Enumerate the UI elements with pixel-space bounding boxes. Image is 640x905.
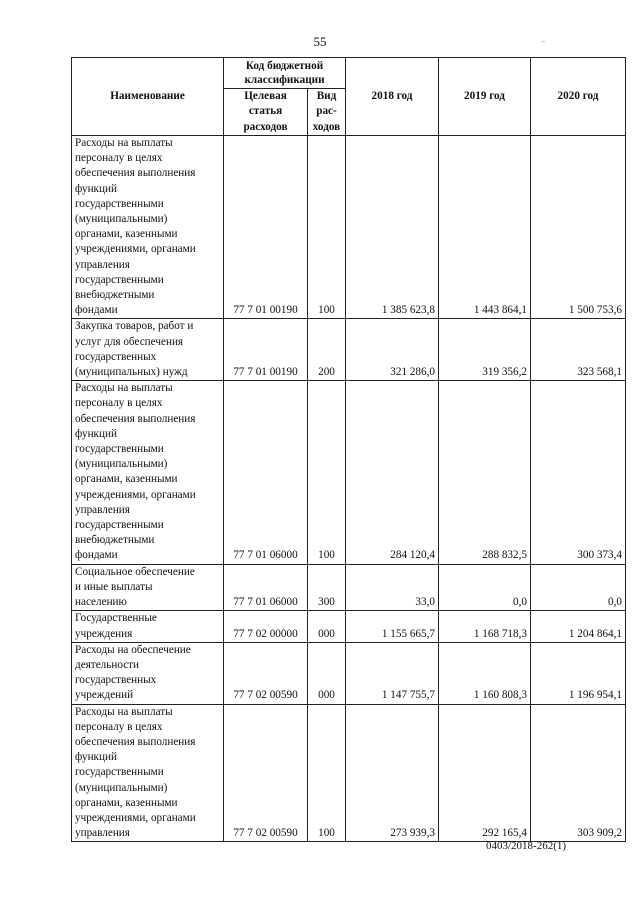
row-name-cell: Социальное обеспечение и иные выплаты населению — [72, 564, 224, 611]
table-row — [72, 319, 626, 381]
scan-mark: – — [541, 36, 546, 46]
table-row — [72, 564, 626, 611]
row-2020-value-cell: 323 568,1 — [531, 319, 626, 381]
column-header-budget-code: Код бюджетной классификации — [224, 58, 346, 89]
row-target-article-cell: 77 7 02 00000 — [224, 611, 308, 642]
table-row — [72, 704, 626, 842]
row-2020-value-cell: 1 204 864,1 — [531, 611, 626, 642]
row-2018-value-cell: 33,0 — [346, 564, 439, 611]
row-2019-value-cell: 288 832,5 — [439, 381, 531, 564]
row-2020-value-cell: 1 500 753,6 — [531, 136, 626, 319]
row-2020-value-cell: 0,0 — [531, 564, 626, 611]
row-2020-value-cell: 1 196 954,1 — [531, 642, 626, 704]
row-expense-type-cell: 000 — [308, 642, 346, 704]
row-2018-value-cell: 1 155 665,7 — [346, 611, 439, 642]
row-2018-value-cell: 284 120,4 — [346, 381, 439, 564]
row-2018-value-cell: 321 286,0 — [346, 319, 439, 381]
row-target-article-cell: 77 7 02 00590 — [224, 704, 308, 842]
row-expense-type-cell: 100 — [308, 704, 346, 842]
page-number: 55 — [313, 34, 327, 49]
column-header-name: Наименование — [72, 58, 224, 136]
budget-table — [71, 57, 626, 842]
row-2019-value-cell: 319 356,2 — [439, 319, 531, 381]
row-expense-type-cell: 100 — [308, 136, 346, 319]
column-header-2020: 2020 год — [531, 58, 626, 136]
table-row — [72, 611, 626, 642]
row-name-cell: Расходы на обеспечение деятельности государственных учреждений — [72, 642, 224, 704]
row-target-article-cell: 77 7 01 06000 — [224, 564, 308, 611]
column-header-expense-type: Вид рас-ходов — [308, 89, 346, 136]
row-2019-value-cell: 1 160 808,3 — [439, 642, 531, 704]
row-name-cell: Государственные учреждения — [72, 611, 224, 642]
row-2018-value-cell: 273 939,3 — [346, 704, 439, 842]
column-header-target-article: Целевая статья расходов — [224, 89, 308, 136]
row-name-cell: Закупка товаров, работ и услуг для обеспечения государственных (муниципальных) нужд — [72, 319, 224, 381]
row-2019-value-cell: 292 165,4 — [439, 704, 531, 842]
row-2018-value-cell: 1 147 755,7 — [346, 642, 439, 704]
row-name-cell: Расходы на выплаты персоналу в целях обеспечения выполнения функций государственными (муниципальными) органами, казенными учреждениями, органами управления — [72, 704, 224, 842]
row-expense-type-cell: 100 — [308, 381, 346, 564]
document-footer-code: 0403/2018-262(1) — [486, 840, 567, 852]
row-target-article-cell: 77 7 01 00190 — [224, 136, 308, 319]
table-row — [72, 136, 626, 319]
row-2020-value-cell: 300 373,4 — [531, 381, 626, 564]
row-2019-value-cell: 0,0 — [439, 564, 531, 611]
column-header-2018: 2018 год — [346, 58, 439, 136]
row-expense-type-cell: 000 — [308, 611, 346, 642]
row-target-article-cell: 77 7 01 06000 — [224, 381, 308, 564]
header-row-top — [72, 58, 626, 89]
row-2020-value-cell: 303 909,2 — [531, 704, 626, 842]
row-2018-value-cell: 1 385 623,8 — [346, 136, 439, 319]
row-2019-value-cell: 1 443 864,1 — [439, 136, 531, 319]
table-row — [72, 642, 626, 704]
row-expense-type-cell: 200 — [308, 319, 346, 381]
table-row — [72, 381, 626, 564]
row-target-article-cell: 77 7 01 00190 — [224, 319, 308, 381]
row-target-article-cell: 77 7 02 00590 — [224, 642, 308, 704]
row-name-cell: Расходы на выплаты персоналу в целях обеспечения выполнения функций государственными (муниципальными) органами, казенными учреждениями, органами управления государственными внебюджетными фондами — [72, 381, 224, 564]
row-name-cell: Расходы на выплаты персоналу в целях обеспечения выполнения функций государственными (муниципальными) органами, казенными учреждениями, органами управления государственными внебюджетными фондами — [72, 136, 224, 319]
row-expense-type-cell: 300 — [308, 564, 346, 611]
column-header-2019: 2019 год — [439, 58, 531, 136]
row-2019-value-cell: 1 168 718,3 — [439, 611, 531, 642]
